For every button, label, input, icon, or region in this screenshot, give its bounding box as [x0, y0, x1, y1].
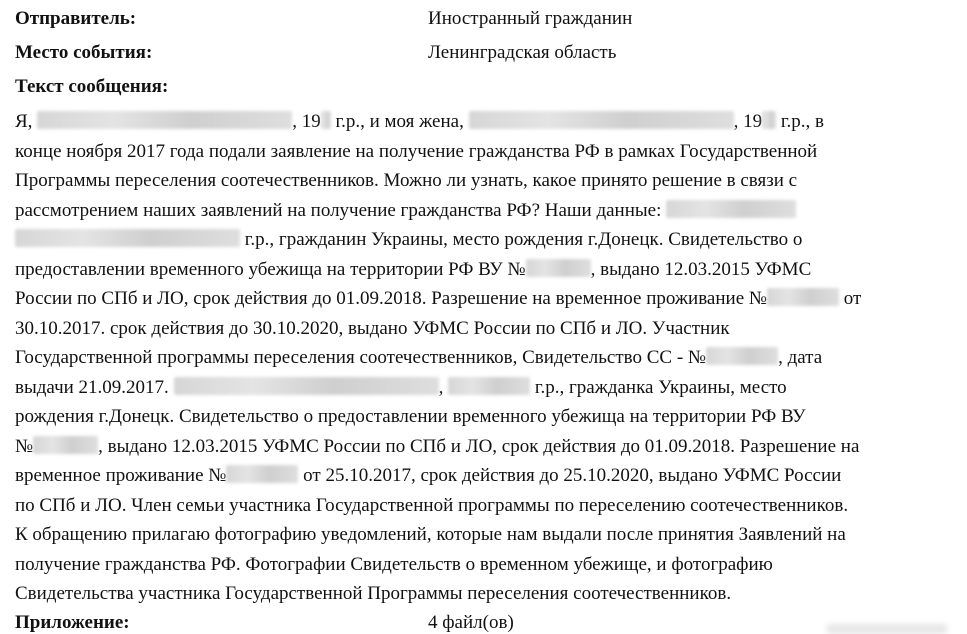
redacted-year: [762, 111, 776, 129]
redacted-year: [321, 111, 331, 129]
text-segment: Государственной программы переселения соотечественников, Свидетельство СС - №: [15, 347, 707, 368]
sender-label: Отправитель:: [15, 8, 137, 29]
redacted-number: [526, 259, 591, 277]
place-value: Ленинградская область: [428, 42, 617, 63]
text-segment: , выдано 12.03.2015 УФМС: [590, 258, 812, 280]
scan-smudge: [827, 624, 947, 634]
redacted-number: [767, 288, 839, 306]
redacted-number: [706, 347, 778, 365]
message-line: [15, 107, 965, 137]
text-segment: г.р., в: [776, 111, 824, 132]
message-text-label: Текст сообщения:: [15, 76, 169, 97]
text-segment: г.р., гражданин Украины, место рождения г.Донецк. Свидетельство о: [240, 229, 803, 250]
text-segment: рассмотрением наших заявлений на получение гражданства РФ? Наши данные:: [15, 199, 667, 221]
message-line: рождения г.Донецк. Свидетельство о предоставлении временного убежища на территории РФ ВУ: [15, 406, 806, 427]
attachment-value[interactable]: 4 файл(ов): [428, 612, 514, 633]
text-segment: России по СПб и ЛО, срок действия до 01.09.2018. Разрешение на временное проживание №: [15, 288, 768, 309]
redacted-name: [174, 377, 439, 395]
text-segment: , дата: [778, 347, 823, 368]
redacted-number: [33, 436, 98, 454]
text-segment: ,: [438, 376, 449, 398]
text-segment: временное проживание №: [15, 465, 227, 486]
redacted-number: [226, 465, 298, 483]
message-line: [15, 284, 965, 314]
message-line: Свидетельства участника Государственной Программы переселения соотечественников.: [15, 583, 732, 604]
text-segment: г.р., гражданка Украины, место: [530, 376, 787, 398]
message-line: получение гражданства РФ. Фотографии Свидетельств о временном убежище, и фотографию: [15, 553, 773, 575]
message-line: [15, 255, 965, 285]
message-line: [15, 225, 965, 255]
redacted-name: [469, 111, 734, 129]
redacted-name: [15, 229, 240, 247]
message-line: [15, 461, 965, 491]
text-segment: , 19: [733, 111, 763, 132]
text-segment: г.р., и моя жена,: [330, 111, 469, 132]
message-line: 30.10.2017. срок действия до 30.10.2020, выдано УФМС России по СПб и ЛО. Участник: [15, 317, 730, 339]
text-segment: Я,: [15, 111, 38, 132]
message-line: [15, 373, 965, 403]
text-segment: от: [839, 288, 862, 309]
place-label: Место события:: [15, 42, 153, 63]
message-line: К обращению прилагаю фотографию уведомлений, которые нам выдали после принятия Заявлений на: [15, 524, 846, 545]
message-line: [15, 196, 965, 226]
message-line: конце ноября 2017 года подали заявление на получение гражданства РФ в рамках Государственной: [15, 140, 818, 162]
text-segment: №: [15, 435, 34, 457]
redacted-date: [448, 377, 530, 395]
message-line: [15, 432, 965, 462]
text-segment: , выдано 12.03.2015 УФМС России по СПб и ЛО, срок действия до 01.09.2018. Разрешение на: [98, 435, 860, 457]
message-line: [15, 343, 965, 373]
text-segment: предоставлении временного убежища на территории РФ ВУ №: [15, 258, 526, 280]
text-segment: , 19: [292, 111, 321, 132]
text-segment: от 25.10.2017, срок действия до 25.10.2020, выдано УФМС России: [298, 465, 842, 486]
redacted-name: [37, 111, 292, 129]
message-body: [15, 107, 965, 609]
text-segment: выдачи 21.09.2017.: [15, 376, 174, 398]
sender-value: Иностранный гражданин: [428, 8, 633, 29]
message-line: по СПб и ЛО. Член семьи участника Государственной программы по переселению соотечественников.: [15, 494, 849, 516]
message-line: Программы переселения соотечественников. Можно ли узнать, какое принято решение в связи с: [15, 170, 798, 191]
redacted-name: [666, 200, 796, 218]
attachment-label: Приложение:: [15, 612, 130, 633]
